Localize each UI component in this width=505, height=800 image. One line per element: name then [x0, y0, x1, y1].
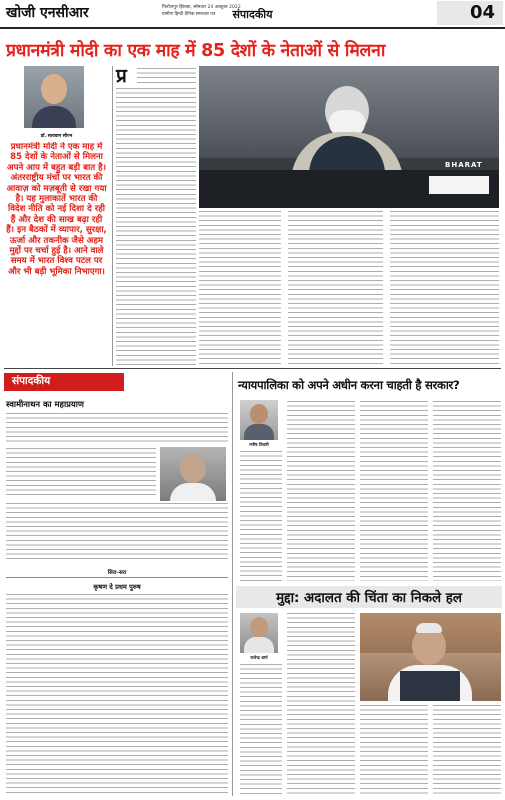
lead-body-col2-top: [199, 211, 281, 366]
judiciary-body-col3: [360, 401, 428, 581]
editorial-body-4: [6, 594, 228, 794]
judiciary-body-col2: [287, 401, 355, 581]
masthead-rule: [0, 27, 505, 29]
court-photo: [360, 613, 501, 701]
lead-photo: [199, 66, 499, 208]
page-number-box: [437, 1, 503, 25]
lead-body-col2: [288, 211, 383, 366]
editorial-title: स्वामीनाथन का महाप्रयाण: [6, 399, 84, 409]
court-author-name: राजेन्द्र शर्मा: [250, 655, 268, 660]
court-headline: मुद्दा: अदालत की चिंता का निकले हल: [276, 591, 462, 606]
section-title: संपादकीय: [232, 8, 273, 21]
lead-photo-caption: BHARAT: [445, 161, 483, 169]
lead-body-col1: [116, 88, 196, 366]
editorial-body-2: [6, 448, 156, 498]
editorial-photo: [160, 447, 226, 501]
lead-headline: प्रधानमंत्री मोदी का एक माह में 85 देशों के नेताओं से मिलना: [6, 41, 386, 61]
judiciary-author-name: मनीष तिवारी: [249, 442, 269, 447]
masthead: [0, 0, 505, 28]
lead-body-col1-top: [137, 68, 196, 86]
editorial-subhead2: कृषण दे प्रधम पुरुष: [93, 583, 141, 591]
editorial-label: संपादकीय: [12, 375, 51, 387]
lead-author-photo: [24, 66, 84, 128]
judiciary-headline: न्यायपालिका को अपने अधीन करना चाहती है सरकार?: [238, 378, 460, 392]
court-body-col3: [360, 705, 428, 794]
masthead-date: फिरोजपुर झिरका, सोमवार 24 अक्टूबर 2022: [162, 5, 241, 10]
lead-author-name: डॉ. सत्यवान सौरभ: [40, 134, 73, 139]
page-number: 04: [469, 2, 495, 23]
lead-author-block: [4, 66, 109, 366]
court-body-col2: [287, 613, 355, 794]
court-headline-bar: [236, 586, 502, 608]
lead-dropcap: प्र: [116, 65, 127, 87]
editorial-subhead: सिरा–सरा: [107, 570, 127, 576]
judiciary-author-photo: [240, 400, 278, 440]
editorial-body-3: [6, 503, 228, 563]
lead-body-col3: [390, 211, 499, 366]
judiciary-body-col4: [433, 401, 501, 581]
judiciary-body-col1: [240, 451, 282, 581]
court-author-photo: [240, 613, 278, 653]
lead-rule: [4, 368, 501, 369]
editorial-body-1: [6, 413, 228, 445]
court-body-col1: [240, 664, 282, 794]
court-body-col4: [433, 705, 501, 794]
masthead-logo: खोजी एनसीआर: [6, 5, 89, 21]
masthead-tagline: ग्रामीण हिन्दी दैनिक समाचार पत्र: [162, 12, 216, 17]
editorial-label-bar: [4, 373, 124, 391]
lead-pull-quote: प्रधानमंत्री मोदी ने एक माह में 85 देशों के नेताओं से मिलना अपने आप में बहुत बड़ी बात है। अंतरराष्ट्रीय मंचों पर भारत की आवाज़ को मज़बूती से रखा गया है। यह मुलाकातें भारत की विदेश नीति को नई दिशा दे रही हैं और देश की साख बढ़ा रही हैं। इन बैठकों में व्यापार, सुरक्षा, ऊर्जा और तकनीक जैसे अहम मुद्दों पर चर्चा हुई है। आने वाले समय में भारत विश्व पटल पर और भी बड़ी भूमिका निभाएगा।: [6, 142, 107, 277]
